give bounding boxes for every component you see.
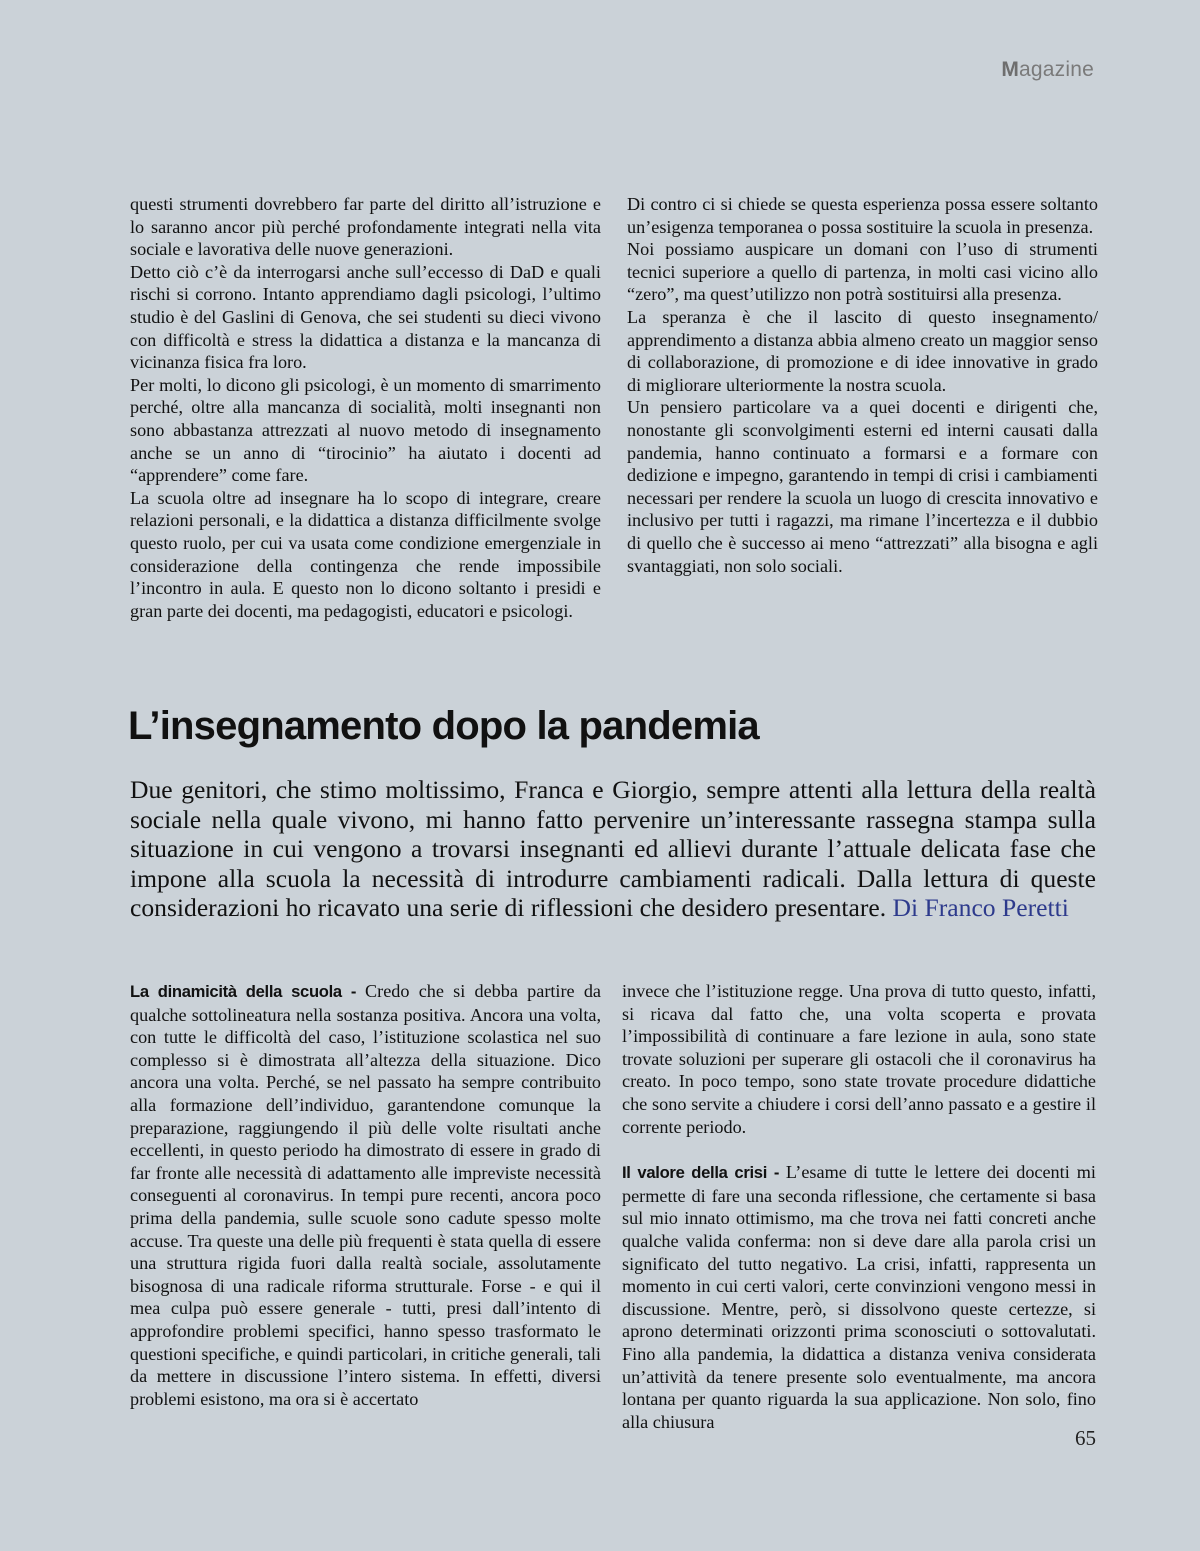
section-paragraph	[622, 1161, 1096, 1433]
article-column-right	[622, 980, 1096, 1433]
body-paragraph: La scuola oltre ad insegnare ha lo scopo di integrare, creare relazioni personali, e la didattica a distanza difficilmente svolge questo ruolo, per cui va usata come condizione emergenziale in considerazione della contingenza che rende impossibile l’incontro in aula. E questo non lo dicono soltanto i presidi e gran parte dei docenti, ma pedagogisti, educatori e psicologi.	[130, 487, 601, 621]
article-lead	[130, 775, 1096, 923]
body-paragraph: questi strumenti dovrebbero far parte del diritto all’istruzione e lo saranno ancor più perché profondamente integrati nella vita sociale e lavorativa delle nuove generazioni.	[130, 194, 601, 260]
section-heading: La dinamicità della scuola -	[130, 982, 366, 1001]
section-heading: Il valore della crisi -	[622, 1163, 786, 1183]
body-paragraph: Un pensiero particolare va a quei docenti e dirigenti che, nonostante gli sconvolgimenti esterni ed interni causati dalla pandemia, hanno continuato a formarsi e a formare con dedizione e impegno, garantendo in tempi di crisi i cambiamenti necessari per rendere la scuola un luogo di crescita innovativo e inclusivo per tutti i ragazzi, ma rimane l’incertezza e il dubbio di quello che è successo ai meno “attrezzati” alla bisogna e agli svantaggiati, non solo sociali.	[627, 397, 1098, 576]
previous-article-column-left	[130, 193, 601, 622]
section-text: Credo che si debba partire da qualche sottolineatura nella sostanza positiva. Ancora una volta, con tutte le difficoltà del caso, l’istituzione scolastica nel suo complesso si è dimostrata all’altezza della situazione. Dico ancora una volta. Perché, se nel passato ha sempre contribuito alla formazione dell’individuo, garantendone comunque la preparazione, raggiungendo il più delle volte risultati anche eccellenti, in questo periodo ha dimostrato di essere in grado di far fronte alle necessità di adattamento alle impreviste necessità conseguenti al coronavirus. In tempi pure recenti, ancora poco prima della pandemia, sulle scuole sono cadute spesso molte accuse. Tra queste una delle più frequenti è stata quella di essere una struttura rigida fuori dalla realtà sociale, assolutamente bisognosa di una radicale riforma strutturale. Forse - e qui il mea culpa può essere generale - tutti, presi dall’intento di approfondire problemi specifici, hanno spesso trasformato le questioni specifiche, e quindi particolari, in critiche generali, tali da mettere in discussione l’intero sistema. In effetti, diversi problemi esistono, ma ora si è accertato	[130, 981, 601, 1409]
body-paragraph: Di contro ci si chiede se questa esperienza possa essere soltanto un’esigenza temporanea o possa sostituire la scuola in presenza.	[627, 194, 1098, 237]
page-number: 65	[1075, 1426, 1096, 1450]
body-paragraph: Per molti, lo dicono gli psicologi, è un momento di smarrimento perché, oltre alla mancanza di socialità, molti insegnanti non sono abbastanza attrezzati al nuovo metodo di insegnamento anche se un anno di “tirocinio” ha aiutato i docenti ad “apprendere” come fare.	[130, 374, 601, 486]
lead-text: Due genitori, che stimo moltissimo, Franca e Giorgio, sempre attenti alla lettura della realtà sociale nella quale vivono, mi hanno fatto pervenire un’interessante rassegna stampa sulla situazione in cui vengono a trovarsi insegnanti ed allievi durante l’attuale delicata fase che impone alla scuola la necessità di introdurre cambiamenti radicali. Dalla lettura di queste considerazioni ho ricavato una serie di riflessioni che desidero presentare.	[130, 775, 1096, 922]
body-paragraph: Noi possiamo auspicare un domani con l’uso di strumenti tecnici superiore a quello di partenza, in molti casi vicino allo “zero”, ma quest’utilizzo non potrà sostituirsi alla presenza.	[627, 239, 1098, 305]
section-label-rest: agazine	[1019, 58, 1094, 81]
section-label-initial: M	[1001, 58, 1020, 81]
section-continuation: invece che l’istituzione regge. Una prova di tutto questo, infatti, si ricava dal fatto che, una volta scoperta e provata l’impossibilità di continuare a fare lezione in aula, sono state trovate soluzioni per superare gli ostacoli che il coronavirus ha creato. In poco tempo, sono state trovate procedure didattiche che sono servite a chiudere i corsi dell’anno passato e a gestire il corrente periodo.	[622, 981, 1096, 1137]
body-paragraph: La speranza è che il lascito di questo insegnamento/ apprendimento a distanza abbia almeno creato un maggior senso di collaborazione, di promozione e di idee innovative in grado di migliorare ulteriormente la nostra scuola.	[627, 306, 1098, 395]
previous-article-column-right	[627, 193, 1098, 577]
section-paragraph	[130, 980, 601, 1410]
article-title: L’insegnamento dopo la pandemia	[128, 704, 759, 748]
magazine-section-label	[1001, 58, 1094, 82]
article-column-left	[130, 980, 601, 1410]
author-byline: Di Franco Peretti	[892, 893, 1069, 922]
section-text: L’esame di tutte le lettere dei docenti mi permette di fare una seconda riflessione, che certamente si basa sul mio innato ottimismo, ma che trova nei fatti concreti anche qualche valida conferma: non si deve dare alla parola crisi un significato del tutto negativo. La crisi, infatti, rappresenta un momento in cui certi valori, certe convinzioni vengono messi in discussione. Mentre, però, si dissolvono queste certezze, si aprono determinati orizzonti prima sconosciuti o sottovalutati. Fino alla pandemia, la didattica a distanza veniva considerata un’attività da tenere presente solo eventualmente, ma ancora lontana per quanto riguarda la sua applicazione. Non solo, fino alla chiusura	[622, 1162, 1096, 1432]
body-paragraph: Detto ciò c’è da interrogarsi anche sull’eccesso di DaD e quali rischi si corrono. Intanto apprendiamo dagli psicologi, l’ultimo studio è del Gaslini di Genova, che sei studenti su dieci vivono con difficoltà e stress la didattica a distanza e la mancanza di vicinanza fisica fra loro.	[130, 261, 601, 373]
